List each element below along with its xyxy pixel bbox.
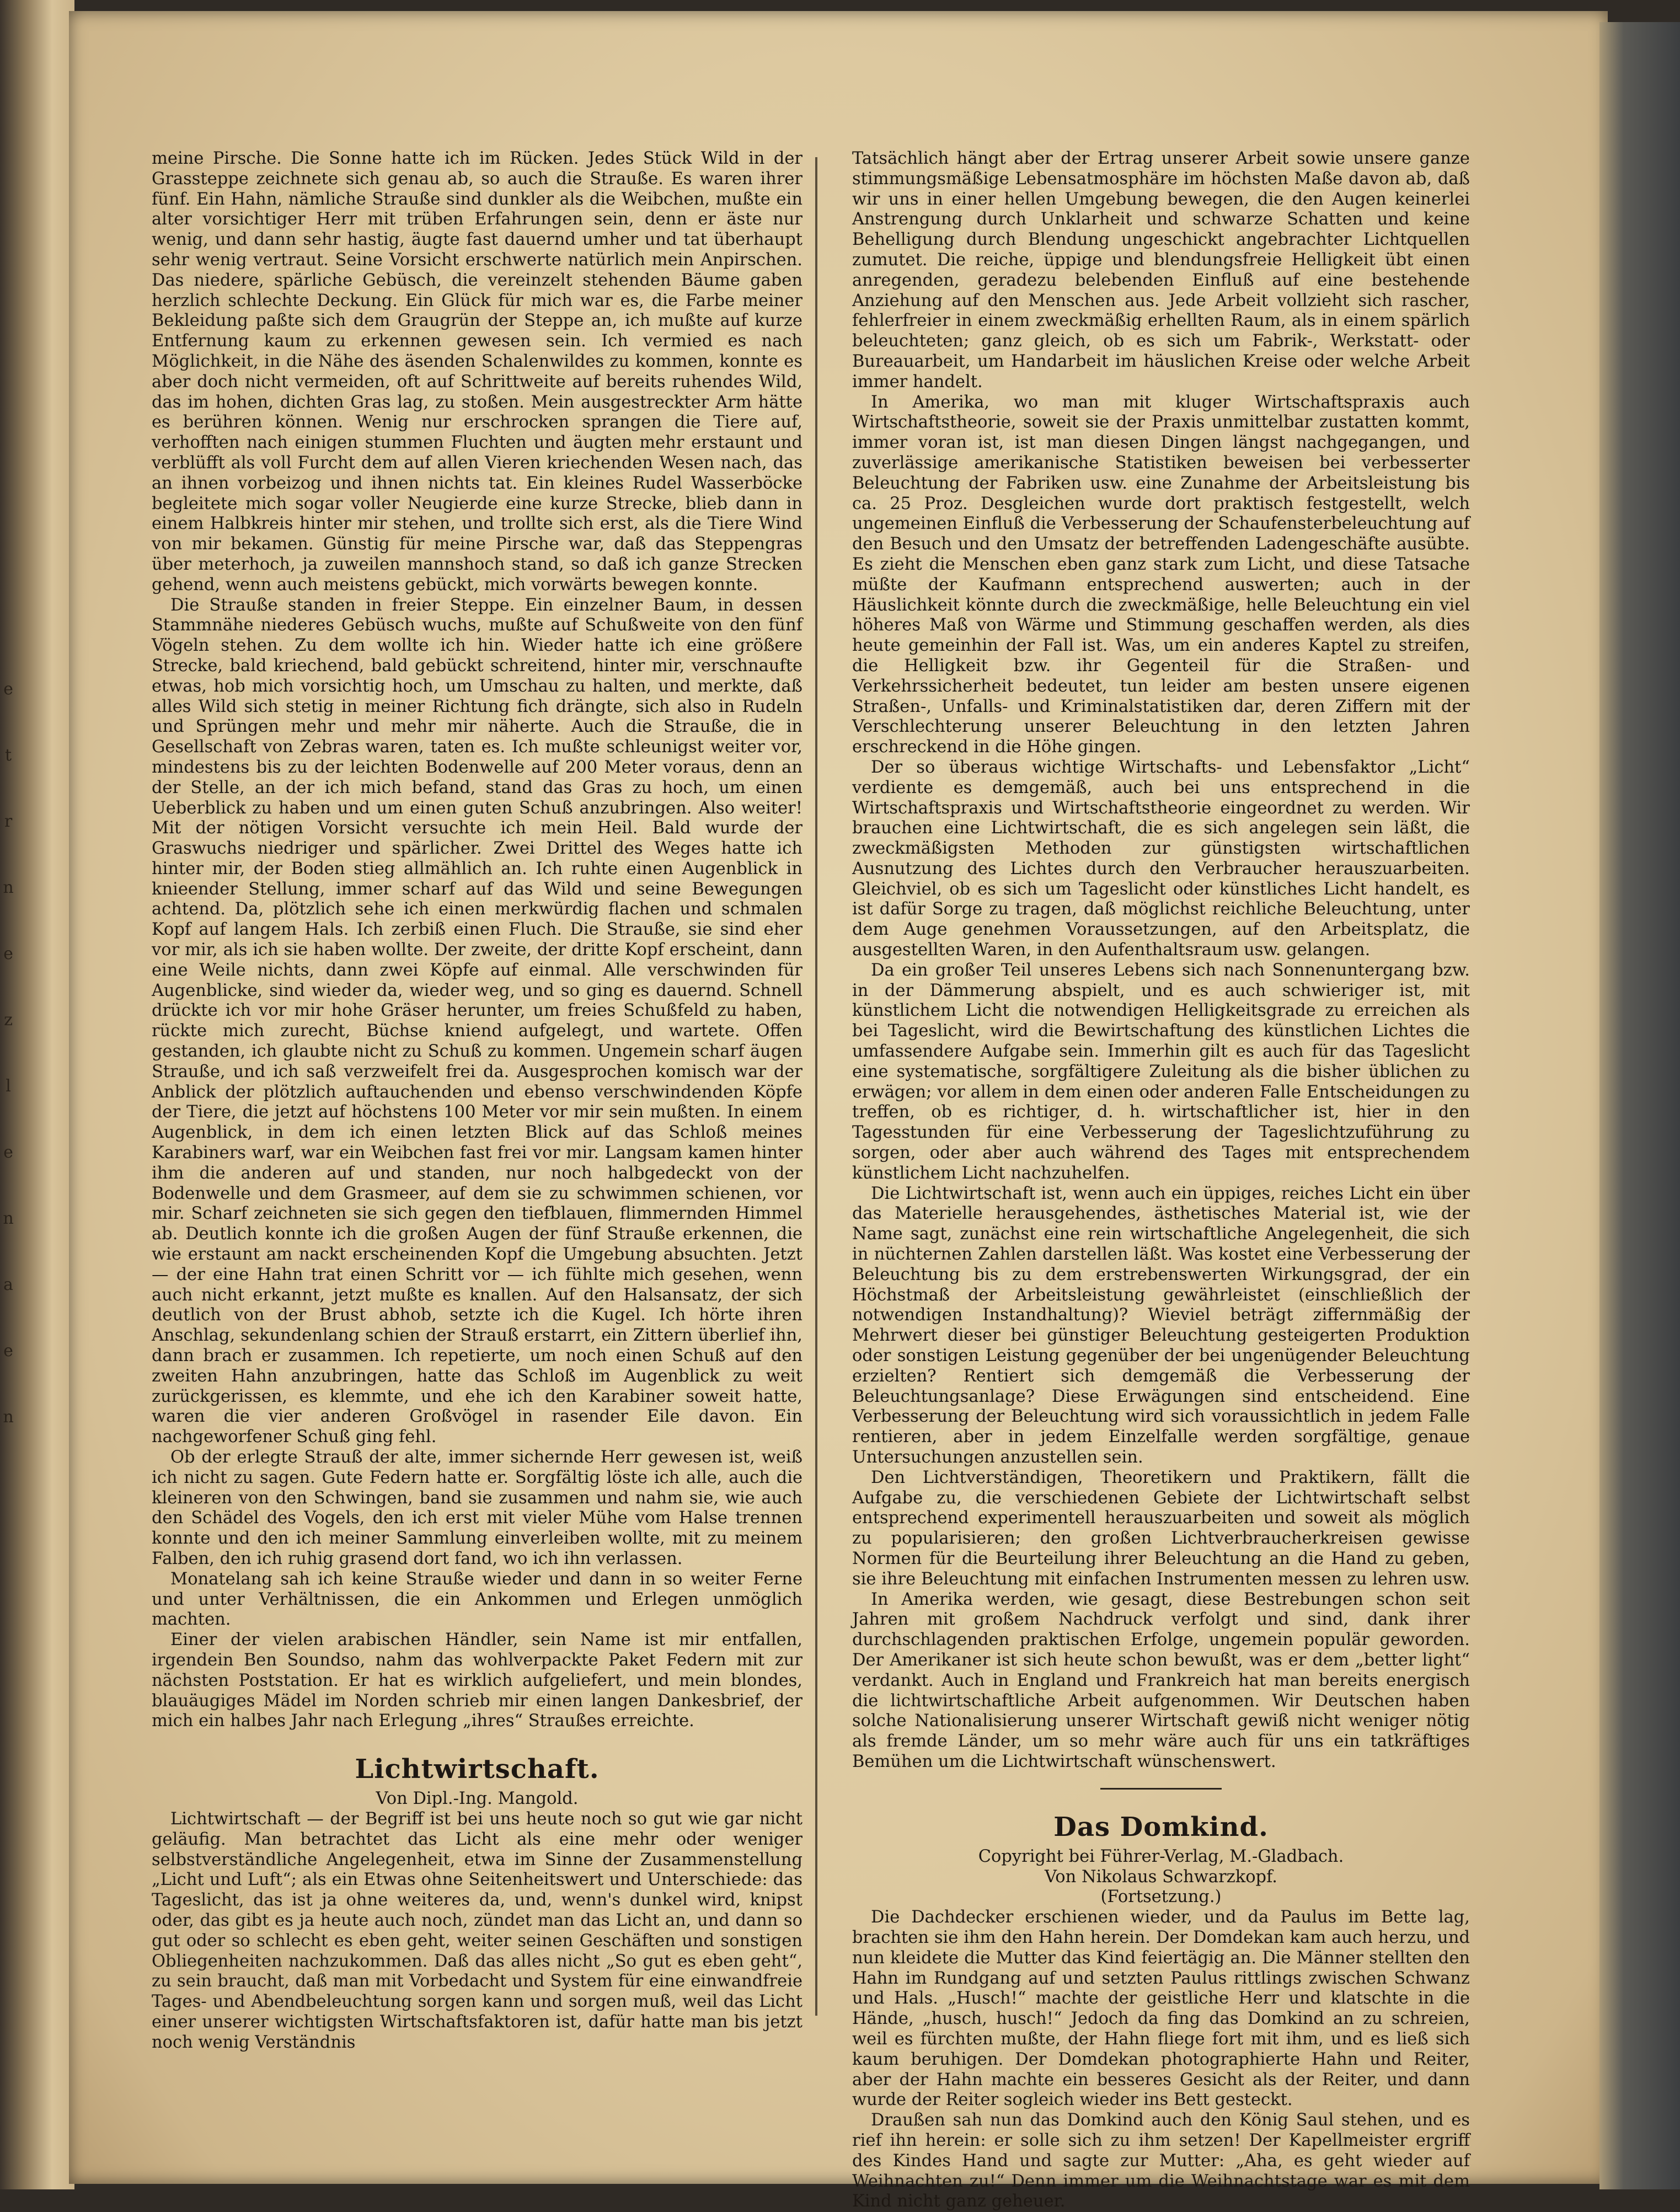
body-paragraph: Die Dachdecker erschienen wieder, und da Paulus im Bette lag, brachten sie ihm den Hahn herein. Der Domdekan kam auch herzu, und nun kleidete die Mutter das Kind feiertägig an. Die Männer stellten den Hahn im Rundgang auf und setzten Paulus rittlings zwischen Schwanz und Hals. „Husch!“ machte der geistliche Herr und klatschte in die Hände, „husch, husch!“ Jedoch da fing das Domkind an zu schreien, weil es fürchten mußte, der Hahn fliege fort mit ihm, und es ließ sich kaum beruhigen. Der Domdekan photographierte Hahn und Reiter, aber der Hahn machte ein besseres Gesicht als der Reiter, und dann wurde der Reiter sogleich wieder ins Bett gesteckt. [852, 1908, 1470, 2110]
right-column [852, 149, 1470, 2212]
section-rule [1100, 1788, 1222, 1790]
margin-letter: n [3, 1407, 14, 1427]
article-title-lichtwirtschaft: Lichtwirtschaft. [355, 1754, 600, 1785]
margin-letter: r [4, 812, 13, 831]
margin-letter: l [6, 1076, 11, 1096]
body-paragraph: Monatelang sah ich keine Strauße wieder und dann in so weiter Ferne und unter Verhältnissen, die ein Ankommen und Erlegen unmöglich machten. [152, 1569, 802, 1630]
margin-letter: n [3, 878, 14, 897]
body-paragraph: Ob der erlegte Strauß der alte, immer sichernde Herr gewesen ist, weiß ich nicht zu sagen. Gute Federn hatte er. Sorgfältig löste ich alle, auch die kleineren von den Schwingen, band sie zusammen und nahm sie, wie auch den Schädel des Vogels, den ich erst mit vieler Mühe vom Halse trennen konnte und den ich meiner Sammlung einverleiben wollte, mit zu meinem Falben, den ich ruhig grasend dort fand, wo ich ihn verlassen. [152, 1448, 802, 1568]
adjacent-page-text [0, 656, 17, 1450]
body-paragraph: Der so überaus wichtige Wirtschafts- und Lebensfaktor „Licht“ verdiente es demgemäß, auch bei uns entsprechend in die Wirtschaftspraxis und Wirtschaftstheorie eingeordnet zu werden. Wir brauchen eine Lichtwirtschaft, die es sich angelegen sein läßt, die zweckmäßigsten Methoden zur günstigsten wirtschaftlichen Ausnutzung des Lichtes durch den Verbraucher herauszuarbeiten. Gleichviel, ob es sich um Tageslicht oder künstliches Licht handelt, es ist dafür Sorge zu tragen, daß möglichst reichliche Beleuchtung, unter dem Auge genehmen Voraussetzungen, auf den Arbeitsplatz, die ausgestellten Waren, in den Aufenthaltsraum usw. gelangen. [852, 757, 1470, 960]
body-paragraph: Lichtwirtschaft — der Begriff ist bei uns heute noch so gut wie gar nicht geläufig. Man betrachtet das Licht als eine mehr oder weniger selbstverständliche Angelegenheit, etwa im Sinne der Zusammenstellung „Licht und Luft“; als ein Etwas ohne Seitenheitswert und Unterschiede: das Tageslicht, das ist ja ohne weiteres da, und, wenn's dunkel wird, knipst oder, das gibt es ja heute auch noch, zündet man das Licht an, und dann so gut oder so schlecht es eben geht, weiter seinen Geschäften und sonstigen Obliegenheiten nachzukommen. Daß das alles nicht „So gut es eben geht“, zu sein braucht, daß man mit Vorbedacht und System für eine einwandfreie Tages- und Abendbeleuchtung sorgen kann und sorgen muß, weil das Licht einer unserer wichtigsten Wirtschaftsfaktoren ist, dafür hatte man bis jetzt noch wenig Verständnis [152, 1809, 802, 2052]
column-divider [815, 157, 817, 2016]
author-line: Von Nikolaus Schwarzkopf. [1045, 1867, 1277, 1887]
margin-letter: t [4, 746, 12, 765]
body-paragraph: Draußen sah nun das Domkind auch den König Saul stehen, und es rief ihn herein: er solle sich zu ihm setzen! Der Kapellmeister ergriff des Kindes Hand und sagte zur Mutter: „Aha, es geht wieder auf Weihnachten zu!“ Denn immer um die Weihnachtstage war es mit dem Kind nicht ganz geheuer. [852, 2111, 1470, 2211]
margin-letter: e [3, 1143, 13, 1162]
article-byline: Von Dipl.-Ing. Mangold. [376, 1789, 579, 1809]
copyright-line: Copyright bei Führer-Verlag, M.-Gladbach. [978, 1846, 1344, 1866]
margin-letter: z [4, 1010, 13, 1030]
left-column [152, 149, 802, 2053]
body-paragraph: Einer der vielen arabischen Händler, sein Name ist mir entfallen, irgendein Ben Soundso, nahm das wohlverpackte Paket Federn mit zur nächsten Poststation. Er hat es wirklich aufgeliefert, und mein blondes, blauäugiges Mädel im Norden schrieb mir einen langen Dankesbrief, der mich ein halbes Jahr nach Erlegung „ihres“ Straußes erreichte. [152, 1630, 802, 1731]
body-paragraph: Die Strauße standen in freier Steppe. Ein einzelner Baum, in dessen Stammnähe niederes Gebüsch wuchs, mußte auf Schußweite von den fünf Vögeln stehen. Zu dem wollte ich hin. Wieder hatte ich eine größere Strecke, bald kriechend, bald gebückt schreitend, hinter mir, verschnaufte etwas, hob mich vorsichtig hoch, um Umschau zu halten, und merkte, daß alles Wild sich stetig in meiner Richtung fich drängte, sich also in Rudeln und Sprüngen mehr und mehr mir näherte. Auch die Strauße, die in Gesellschaft von Zebras waren, taten es. Ich mußte schleunigst weiter vor, mindestens bis zu der leichten Bodenwelle auf 200 Meter voraus, denn an der Stelle, an der ich mich befand, stand das Gras zu hoch, um einen Ueberblick zu haben und um einen guten Schuß anzubringen. Also weiter! Mit der nötigen Vorsicht versuchte ich mein Heil. Bald wurde der Graswuchs niedriger und spärlicher. Zwei Drittel des Weges hatte ich hinter mir, der Boden stieg allmählich an. Ich ruhte einen Augenblick in knieender Stellung, immer scharf auf das Wild und seine Bewegungen achtend. Da, plötzlich sehe ich einen merkwürdig flachen und schmalen Kopf auf langem Hals. Ich zerbiß einen Fluch. Die Strauße, sie sind eher vor mir, als ich sie haben wollte. Der zweite, der dritte Kopf erscheint, dann eine Weile nichts, dann zwei Köpfe auf einmal. Alle verschwinden für Augenblicke, sind wieder da, wieder weg, und so ging es dauernd. Schnell drückte ich vor mir hohe Gräser herunter, um freies Schußfeld zu haben, rückte mich zurecht, Büchse kniend aufgelegt, und wartete. Offen gestanden, ich glaubte nicht zu Schuß zu kommen. Ungemein scharf äugen Strauße, und ich saß verzweifelt frei da. Ausgesprochen komisch war der Anblick der plötzlich auftauchenden und ebenso verschwindenden Köpfe der Tiere, die jetzt auf höchstens 100 Meter vor mir sein mußten. In einem Augenblick, in dem ich einen letzten Blick auf das Schloß meines Karabiners warf, war ein Weibchen fast frei vor mir. Langsam kamen hinter ihm die anderen auf und standen, nur noch halbgedeckt von der Bodenwelle und dem Grasmeer, auf dem sie zu schwimmen schienen, vor mir. Scharf zeichneten sie sich gegen den tiefblauen, flimmernden Himmel ab. Deutlich konnte ich die großen Augen der fünf Strauße erkennen, die wie erstaunt am nackt erscheinenden Kopf die Umgebung absuchten. Jetzt — der eine Hahn trat einen Schritt vor — ich fühlte mich gesehen, wenn auch nicht erkannt, jetzt mußte es knallen. Auf den Halsansatz, der sich deutlich von der Brust abhob, setzte ich die Kugel. Ich hörte ihren Anschlag, sekundenlang schien der Strauß erstarrt, ein Zittern überlief ihn, dann brach er zusammen. Ich repetierte, um noch einen Schuß auf den zweiten Hahn anzubringen, hatte das Schloß im Augenblick zu weit zurückgerissen, es klemmte, und ehe ich den Karabiner soweit hatte, waren die vier anderen Großvögel in rasender Eile davon. Ein nachgeworfener Schuß ging fehl. [152, 595, 802, 1447]
book-spine-edge-right [1599, 22, 1680, 2189]
margin-letter: e [3, 1341, 13, 1361]
body-paragraph: Da ein großer Teil unseres Lebens sich nach Sonnenuntergang bzw. in der Dämmerung abspielt, und es auch schwieriger ist, mit künstlichem Licht die notwendigen Helligkeitsgrade zu erreichen als bei Tageslicht, wird die Bewirtschaftung des künstlichen Lichtes die umfassendere Aufgabe sein. Immerhin gilt es auch für das Tageslicht eine systematische, sorgfältigere Zuleitung als die bisher üblichen zu erwägen; vor allem in dem einen oder anderen Falle Entscheidungen zu treffen, ob es richtiger, d. h. wirtschaftlicher ist, hier in den Tagesstunden für eine Verbesserung der Tageslichtzuführung zu sorgen, oder aber auch während des Tages mit entsprechendem künstlichem Licht nachzuhelfen. [852, 960, 1470, 1183]
margin-letter: n [3, 1209, 14, 1228]
body-paragraph: Tatsächlich hängt aber der Ertrag unserer Arbeit sowie unsere ganze stimmungsmäßige Lebensatmosphäre im höchsten Maße davon ab, daß wir uns in einer hellen Umgebung bewegen, die den Augen keinerlei Anstrengung durch Unklarheit und schwarze Schatten und keine Behelligung durch Blendung ungeschickt angebrachter Lichtquellen zumutet. Die reiche, üppige und blendungsfreie Helligkeit übt einen anregenden, geradezu belebenden Einfluß auf eine bestehende Anziehung auf den Menschen aus. Jede Arbeit vollzieht sich rascher, fehlerfreier in einem zweckmäßig erhellten Raum, als in einem spärlich beleuchteten; ganz gleich, ob es sich um Fabrik-, Werkstatt- oder Bureauarbeit, um Handarbeit im häuslichen Kreise oder welche Arbeit immer handelt. [852, 149, 1470, 392]
continuation-note: (Fortsetzung.) [1100, 1887, 1222, 1907]
body-paragraph: Den Lichtverständigen, Theoretikern und Praktikern, fällt die Aufgabe zu, die verschiedenen Gebiete der Lichtwirtschaft selbst entsprechend experimentell herauszuarbeiten und soweit als möglich zu popularisieren; den großen Lichtverbraucherkreisen gewisse Normen für die Beurteilung ihrer Beleuchtung an die Hand zu geben, sie ihre Beleuchtung mit einfachen Instrumenten messen zu lehren usw. [852, 1467, 1470, 1589]
margin-letter: e [3, 944, 13, 963]
article-title-domkind: Das Domkind. [1053, 1811, 1269, 1843]
body-paragraph: In Amerika werden, wie gesagt, diese Bestrebungen schon seit Jahren mit großem Nachdruck verfolgt und sind, dank ihrer durchschlagenden praktischen Erfolge, ungemein populär geworden. Der Amerikaner ist sich heute schon bewußt, was er dem „better light“ verdankt. Auch in England und Frankreich hat man bereits energisch die lichtwirtschaftliche Arbeit aufgenommen. Wir Deutschen haben solche Nationalisierung unserer Wirtschaft gewiß nicht weniger nötig als fremde Länder, um so mehr wäre auch für uns ein tatkräftiges Bemühen um die Lichtwirtschaft wünschenswert. [852, 1589, 1470, 1771]
margin-letter: a [3, 1275, 13, 1294]
body-paragraph: meine Pirsche. Die Sonne hatte ich im Rücken. Jedes Stück Wild in der Grassteppe zeichnete sich genau ab, so auch die Strauße. Es waren ihrer fünf. Ein Hahn, nämliche Strauße sind dunkler als die Weibchen, mußte ein alter vorsichtiger Herr mit trüben Erfahrungen sein, denn er äste nur wenig, und dann sehr hastig, äugte fast dauernd umher und tat überhaupt sehr wenig vertraut. Seine Vorsicht erschwerte natürlich mein Anpirschen. Das niedere, spärliche Gebüsch, die vereinzelt stehenden Bäume gaben herzlich schlechte Deckung. Ein Glück für mich war es, die Farbe meiner Bekleidung paßte sich dem Graugrün der Steppe an, ich mußte auf kurze Entfernung kaum zu erkennen gewesen sein. Ich vermied es nach Möglichkeit, in die Nähe des äsenden Schalenwildes zu kommen, konnte es aber doch nicht vermeiden, oft auf Schrittweite auf bereits ruhendes Wild, das im hohen, dichten Gras lag, zu stoßen. Mein ausgestreckter Arm hätte es berühren können. Wenig nur erschrocken sprangen die Tiere auf, verhofften nach einigen stummen Fluchten und äugten mehr erstaunt und verblüfft als voll Furcht dem auf allen Vieren kriechenden Wesen nach, das an ihnen vorbeizog und ihnen nichts tat. Ein kleines Rudel Wasserböcke begleitete mich sogar voller Neugierde eine kurze Strecke, blieb dann in einem Halbkreis hinter mir stehen, und trollte sich erst, als die Tiere Wind von mir bekamen. Günstig für meine Pirsche war, daß das Steppengras über meterhoch, ja zuweilen mannshoch stand, so daß ich ganze Strecken gehend, wenn auch meistens gebückt, mich vorwärts bewegen konnte. [152, 149, 802, 594]
body-paragraph: In Amerika, wo man mit kluger Wirtschaftspraxis auch Wirtschaftstheorie, soweit sie der Praxis unmittelbar zustatten kommt, immer voran ist, ist man diesen Dingen längst nachgegangen, und zuverlässige amerikanische Statistiken beweisen bei verbesserter Beleuchtung der Fabriken usw. eine Zunahme der Arbeitsleistung bis ca. 25 Proz. Desgleichen wurde dort praktisch festgestellt, welch ungemeinen Einfluß die Verbesserung der Schaufensterbeleuchtung auf den Besuch und den Umsatz der betreffenden Ladengeschäfte ausübte. Es zieht die Menschen eben ganz stark zum Licht, und diese Tatsache müßte der Kaufmann entsprechend auswerten; auch in der Häuslichkeit könnte durch die zweckmäßige, helle Beleuchtung ein viel höheres Maß von Wärme und Stimmung geschaffen werden, als dies heute gemeinhin der Fall ist. Was, um ein anderes Kaptel zu streifen, die Helligkeit bzw. ihr Gegenteil für die Straßen- und Verkehrssicherheit bedeutet, tun leider am besten unsere eigenen Straßen-, Unfalls- und Kriminalstatistiken dar, deren Ziffern mit der Verschlechterung unserer Beleuchtung in den letzten Jahren erschreckend in die Höhe gingen. [852, 392, 1470, 757]
margin-letter: e [3, 679, 13, 699]
body-paragraph: Die Lichtwirtschaft ist, wenn auch ein üppiges, reiches Licht ein über das Materielle herausgehendes, ästhetisches Material ist, wie der Name sagt, zunächst eine rein wirtschaftliche Angelegenheit, die sich in nüchternen Zahlen darstellen läßt. Was kostet eine Verbesserung der Beleuchtung bis zu dem erstrebenswerten Wirkungsgrad, der ein Höchstmaß der Arbeitsleistung gewährleistet (einschließlich der notwendigen Instandhaltung)? Wieviel beträgt ziffernmäßig der Mehrwert dieser bei günstiger Beleuchtung gesteigerten Produktion oder sonstigen Leistung gegenüber der bei ungenügender Beleuchtung erzielten? Rentiert sich demgemäß die Verbesserung der Beleuchtungsanlage? Diese Erwägungen sind entscheidend. Eine Verbesserung der Beleuchtung wird sich voraussichtlich in jedem Falle rentieren, aber in jedem Einzelfalle werden sorgfältige, genaue Untersuchungen anzustellen sein. [852, 1183, 1470, 1467]
